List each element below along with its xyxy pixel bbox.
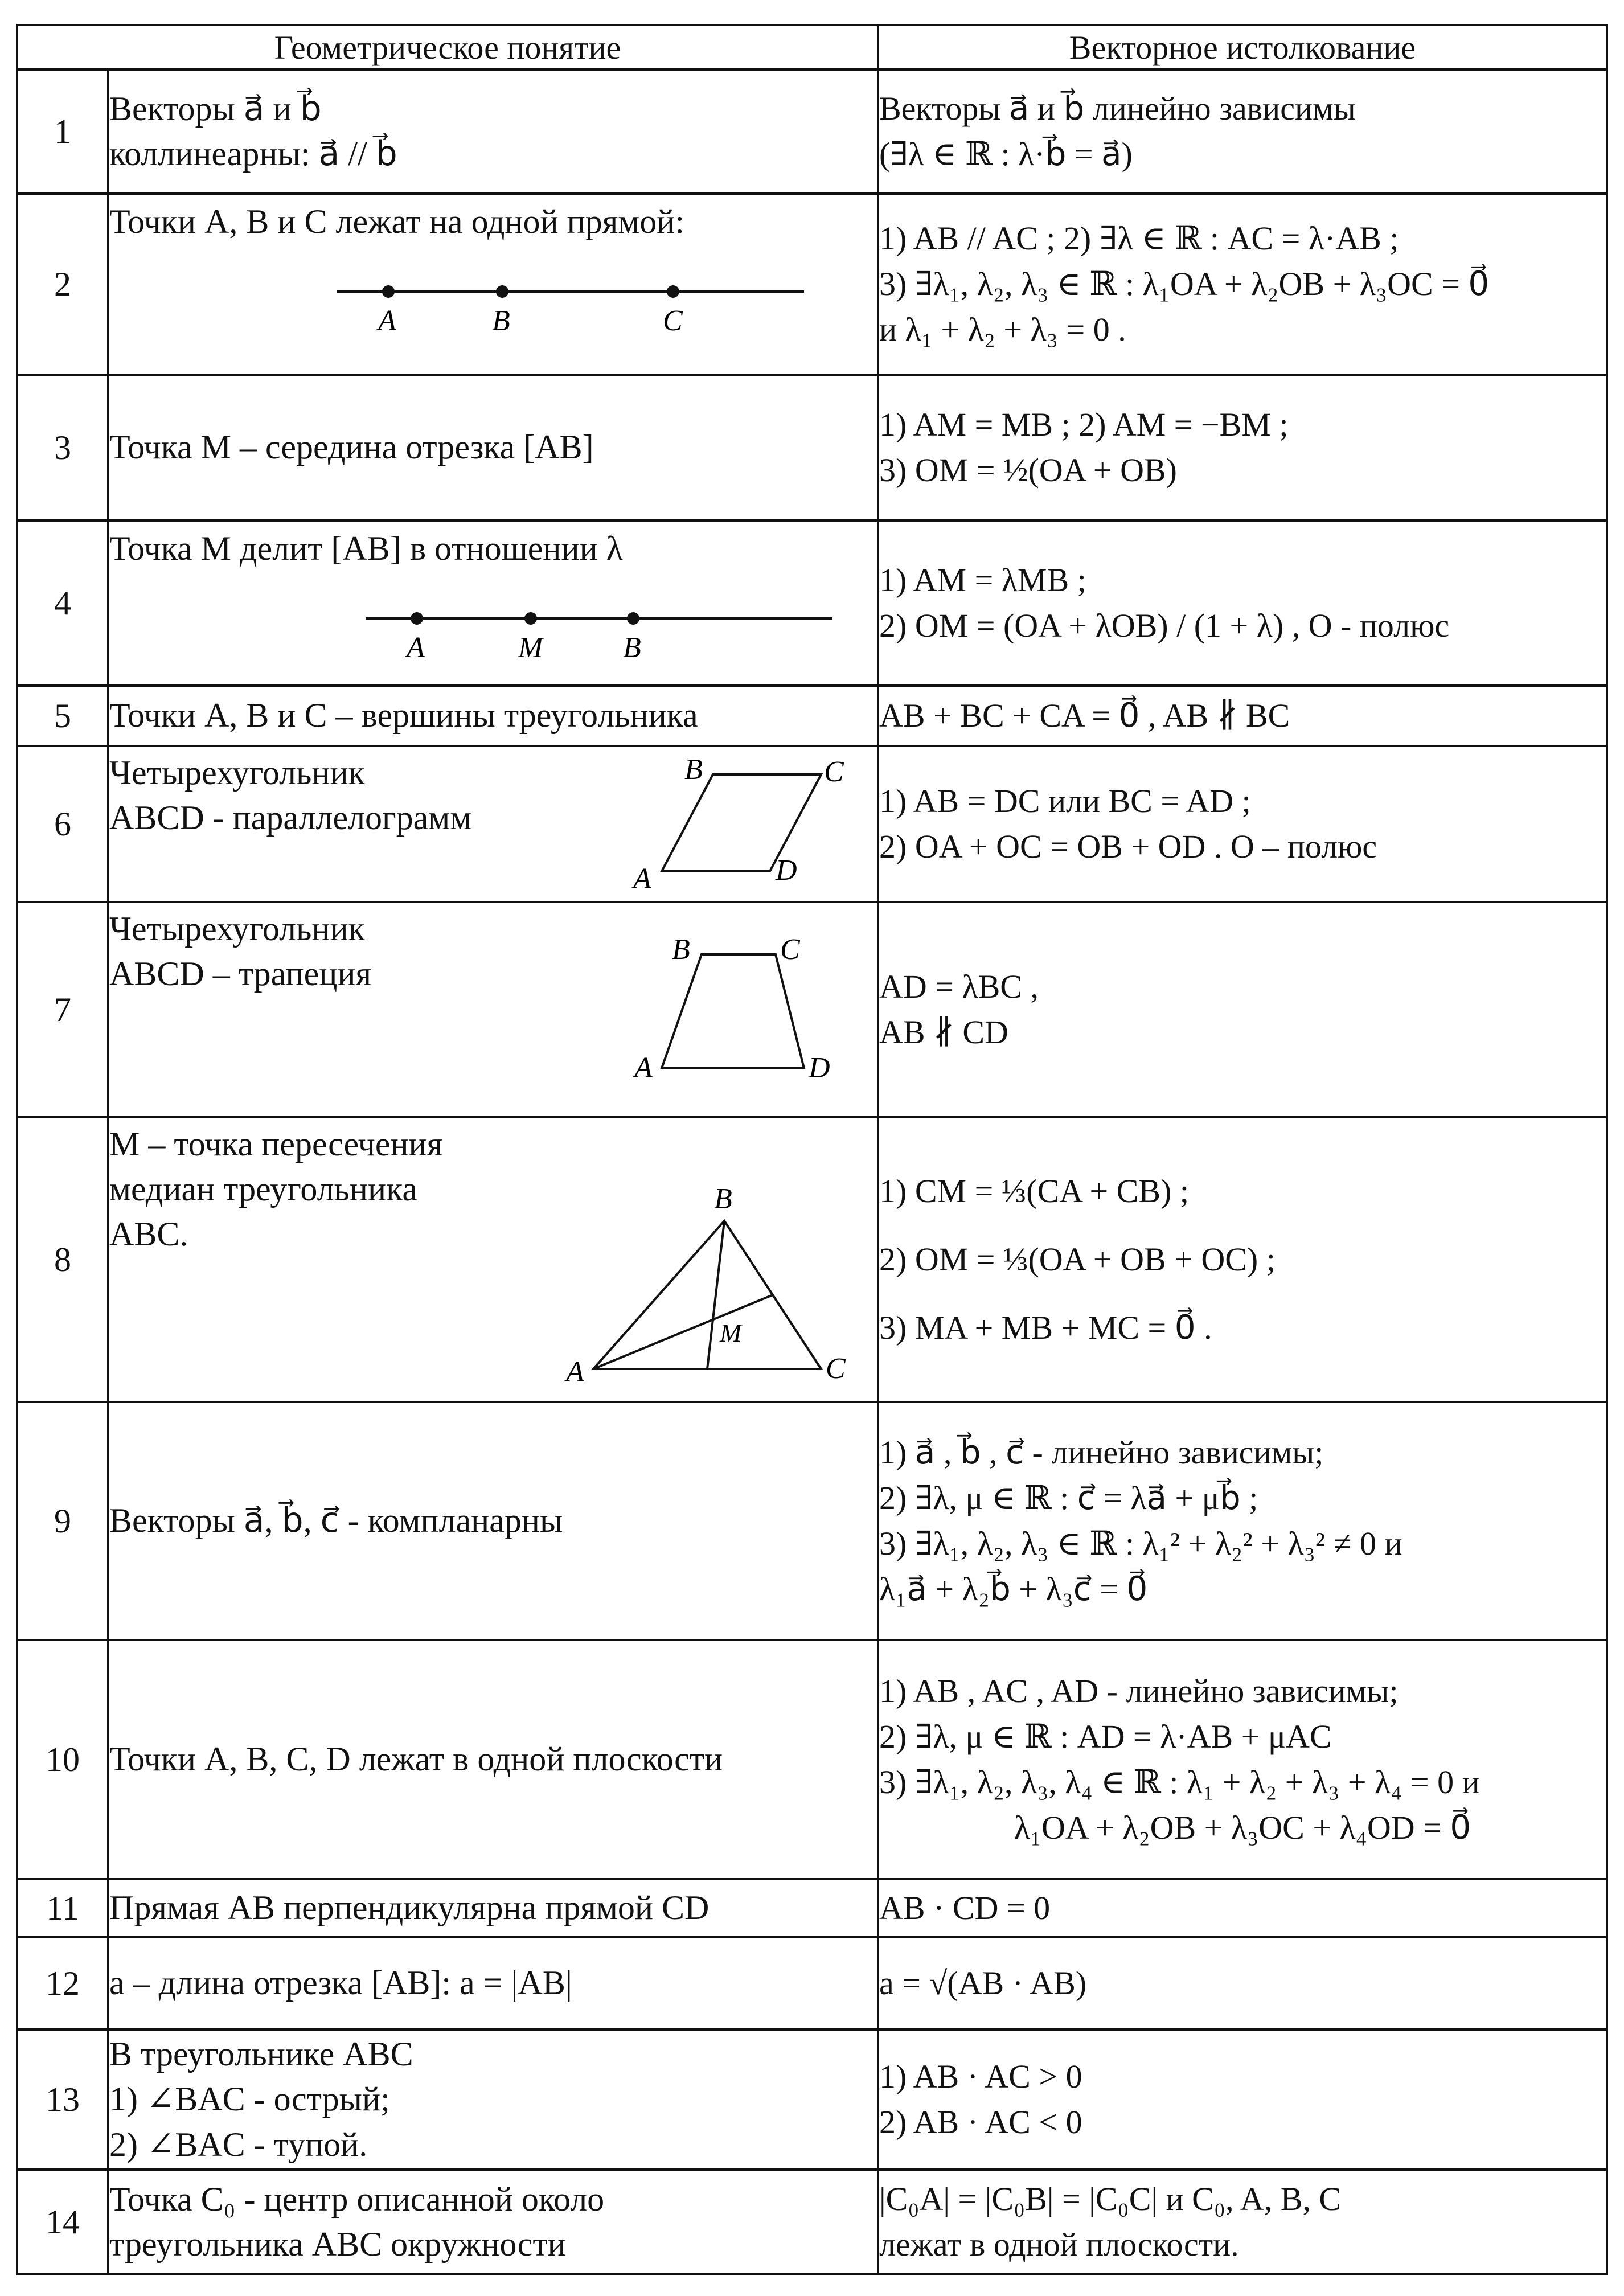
vertex-label: B <box>714 1183 732 1215</box>
table-row <box>17 902 1607 1117</box>
geo-line: Векторы a⃗, b⃗, c⃗ - компланарны <box>109 1502 563 1540</box>
vec-line: 1) AB , AC , AD - линейно зависимы; <box>879 1672 1399 1709</box>
geo-line: Точка M – середина отрезка [AB] <box>109 428 594 466</box>
vec-line: λ₁OA + λ₂OB + λ₃OC + λ₄OD = 0⃗ <box>1014 1809 1471 1847</box>
row-number: 5 <box>17 686 108 746</box>
vec-line: 1) a⃗ , b⃗ , c⃗ - линейно зависимы; <box>879 1433 1324 1471</box>
vec-cell <box>878 686 1607 746</box>
vec-line: 1) AM = λMB ; <box>879 561 1086 598</box>
vec-line: AB ∦ CD <box>879 1014 1008 1051</box>
trapezoid-figure <box>599 926 872 1097</box>
table-row <box>17 1937 1607 2030</box>
point-label: B <box>623 632 641 664</box>
vec-line: лежат в одной плоскости. <box>879 2226 1239 2263</box>
geo-cell <box>108 194 878 375</box>
point-label: C <box>663 305 683 337</box>
geo-cell <box>108 2030 878 2170</box>
vec-line: AB · CD = 0 <box>879 1889 1051 1926</box>
vec-cell <box>878 69 1607 194</box>
triangle-medians-figure <box>553 1175 872 1392</box>
header-vec: Векторное истолкование <box>878 25 1607 69</box>
geo-line: Точка M делит [AB] в отношении λ <box>109 530 623 567</box>
geo-cell <box>108 69 878 194</box>
geo-line: ABCD – трапеция <box>109 955 372 993</box>
vertex-label: M <box>720 1318 742 1347</box>
row-number: 2 <box>17 194 108 375</box>
table-row <box>17 194 1607 375</box>
geo-cell <box>108 375 878 520</box>
vec-line: 3) ∃λ₁, λ₂, λ₃ ∈ ℝ : λ₁OA + λ₂OB + λ₃OC = 0⃗ <box>879 265 1490 302</box>
vec-cell <box>878 2170 1607 2274</box>
vec-cell <box>878 194 1607 375</box>
table-row <box>17 1879 1607 1937</box>
vec-line: 2) OM = (OA + λOB) / (1 + λ) , O - полюс <box>879 607 1450 644</box>
geo-line: Прямая AB перпендикулярна прямой CD <box>109 1889 710 1927</box>
point-label: A <box>378 305 396 337</box>
vertex-label: A <box>633 863 651 894</box>
vec-line: a = √(AB · AB) <box>879 1964 1087 2002</box>
geo-line: 2) ∠BAC - тупой. <box>109 2125 368 2163</box>
vertex-label: D <box>776 854 797 887</box>
row-number: 1 <box>17 69 108 194</box>
vec-line: 1) AM = MB ; 2) AM = −BM ; <box>879 405 1289 443</box>
geo-cell <box>108 902 878 1117</box>
geo-line: Четырехугольник <box>109 910 365 948</box>
vec-line: 1) AB = DC или BC = AD ; <box>879 782 1251 819</box>
vertex-label: B <box>672 933 690 966</box>
vec-line: и λ₁ + λ₂ + λ₃ = 0 . <box>879 311 1126 348</box>
geo-line: треугольника ABC окружности <box>109 2225 566 2263</box>
row-number: 14 <box>17 2170 108 2274</box>
vertex-label: B <box>684 753 703 786</box>
vec-cell <box>878 902 1607 1117</box>
vec-cell <box>878 1640 1607 1879</box>
row-number: 8 <box>17 1117 108 1402</box>
geo-line: В треугольнике ABC <box>109 2035 413 2073</box>
row-number: 10 <box>17 1640 108 1879</box>
vec-cell <box>878 1937 1607 2030</box>
table-row <box>17 69 1607 194</box>
geo-line: Четырехугольник <box>109 754 365 792</box>
vec-line: AB + BC + CA = 0⃗ , AB ∦ BC <box>879 696 1290 734</box>
table-row <box>17 375 1607 520</box>
point-label: B <box>492 305 510 337</box>
geo-line: ABC. <box>109 1215 188 1253</box>
point-label: A <box>407 632 425 664</box>
geo-line: 1) ∠BAC - острый; <box>109 2080 390 2118</box>
table-row <box>17 520 1607 686</box>
table-row <box>17 1640 1607 1879</box>
vertex-label: A <box>566 1356 584 1388</box>
vec-line: 2) ∃λ, μ ∈ ℝ : AD = λ·AB + μAC <box>879 1717 1332 1755</box>
vertex-label: C <box>780 933 800 966</box>
vec-line: 2) OM = ⅓(OA + OB + OC) ; <box>879 1240 1276 1278</box>
row-number: 4 <box>17 520 108 686</box>
geo-line: коллинеарны: a⃗ // b⃗ <box>109 135 397 173</box>
geo-line: ABCD - параллелограмм <box>109 799 472 837</box>
vec-line: 2) ∃λ, μ ∈ ℝ : c⃗ = λa⃗ + μb⃗ ; <box>879 1479 1258 1516</box>
table-header-row <box>17 25 1607 69</box>
geo-line: Векторы a⃗ и b⃗ <box>109 89 322 128</box>
vec-cell <box>878 1879 1607 1937</box>
vec-line: 3) ∃λ₁, λ₂, λ₃ ∈ ℝ : λ₁² + λ₂² + λ₃² ≠ 0 и <box>879 1525 1402 1562</box>
row-number: 3 <box>17 375 108 520</box>
vec-line: 3) MA + MB + MC = 0⃗ . <box>879 1309 1212 1347</box>
vec-line: 3) OM = ½(OA + OB) <box>879 452 1177 489</box>
geo-cell <box>108 1117 878 1402</box>
table-row <box>17 2170 1607 2274</box>
table-row <box>17 686 1607 746</box>
geo-line: Точка C₀ - центр описанной около <box>109 2180 605 2218</box>
geo-cell <box>108 1879 878 1937</box>
vec-line: 1) AB // AC ; 2) ∃λ ∈ ℝ : AC = λ·AB ; <box>879 219 1399 257</box>
geo-line: Точки A, B и C – вершины треугольника <box>109 696 698 735</box>
geo-cell <box>108 2170 878 2274</box>
vertex-label: D <box>809 1052 830 1084</box>
vec-cell <box>878 2030 1607 2170</box>
vec-line: 2) AB · AC < 0 <box>879 2104 1082 2141</box>
vec-cell <box>878 1402 1607 1640</box>
vertex-label: C <box>824 756 844 788</box>
vertex-label: A <box>634 1052 653 1084</box>
vec-cell <box>878 520 1607 686</box>
row-number: 13 <box>17 2030 108 2170</box>
vec-line: 1) AB · AC > 0 <box>879 2057 1082 2095</box>
ratio-points-figure <box>366 596 832 664</box>
vec-line: 1) CM = ⅓(CA + CB) ; <box>879 1172 1189 1210</box>
row-number: 9 <box>17 1402 108 1640</box>
vec-line: |C₀A| = |C₀B| = |C₀C| и C₀, A, B, C <box>879 2180 1342 2217</box>
vector-table <box>16 24 1608 2276</box>
geo-cell <box>108 1937 878 2030</box>
vec-line: 2) OA + OC = OB + OD . O – полюс <box>879 828 1377 865</box>
vec-line: (∃λ ∈ ℝ : λ·b⃗ = a⃗) <box>879 136 1133 173</box>
vec-line: λ₁a⃗ + λ₂b⃗ + λ₃c⃗ = 0⃗ <box>879 1571 1148 1608</box>
vec-line: Векторы a⃗ и b⃗ линейно зависимы <box>879 89 1356 127</box>
vec-line: 3) ∃λ₁, λ₂, λ₃, λ₄ ∈ ℝ : λ₁ + λ₂ + λ₃ + λ₄ = 0 и <box>879 1764 1480 1801</box>
table-row <box>17 746 1607 902</box>
geo-line: медиан треугольника <box>109 1170 417 1208</box>
geo-cell <box>108 746 878 902</box>
geo-line: Точки A, B и C лежат на одной прямой: <box>109 203 685 240</box>
row-number: 12 <box>17 1937 108 2030</box>
collinear-points-figure <box>337 269 804 337</box>
vec-cell <box>878 746 1607 902</box>
vec-cell <box>878 375 1607 520</box>
vec-line: AD = λBC , <box>879 967 1039 1005</box>
table-row <box>17 1117 1607 1402</box>
geo-cell <box>108 520 878 686</box>
point-label: M <box>518 632 543 664</box>
row-number: 11 <box>17 1879 108 1937</box>
parallelogram-figure <box>599 752 872 894</box>
geo-line: a – длина отрезка [AB]: a = |AB| <box>109 1964 572 2002</box>
vec-cell <box>878 1117 1607 1402</box>
row-number: 7 <box>17 902 108 1117</box>
table-row <box>17 1402 1607 1640</box>
geo-cell <box>108 1640 878 1879</box>
geo-line: M – точка пересечения <box>109 1125 443 1163</box>
table-row <box>17 2030 1607 2170</box>
header-geo: Геометрическое понятие <box>17 25 878 69</box>
geo-line: Точки A, B, C, D лежат в одной плоскости <box>109 1740 723 1778</box>
vertex-label: C <box>826 1352 846 1385</box>
geo-cell <box>108 1402 878 1640</box>
row-number: 6 <box>17 746 108 902</box>
geo-cell <box>108 686 878 746</box>
